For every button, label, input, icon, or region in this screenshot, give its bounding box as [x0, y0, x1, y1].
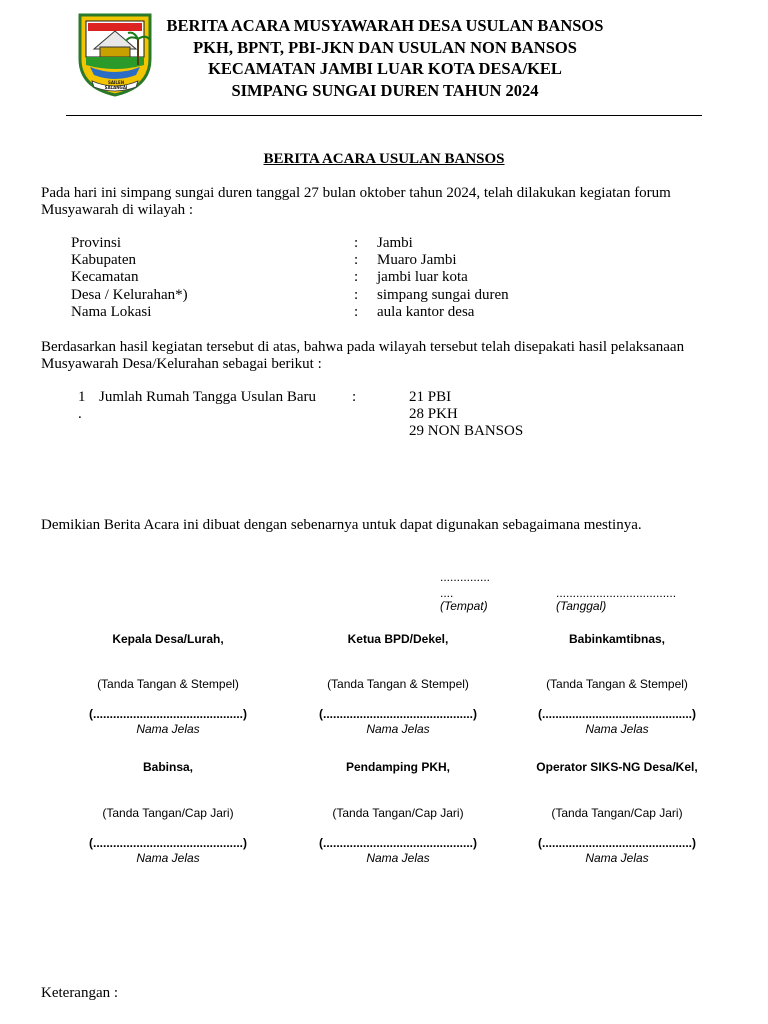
header-divider: [66, 115, 702, 116]
signatory-role: Operator SIKS-NG Desa/Kel,: [536, 760, 698, 774]
location-label: Kabupaten: [71, 252, 136, 268]
location-label: Kecamatan: [71, 269, 139, 285]
header-line-3: KECAMATAN JAMBI LUAR KOTA DESA/KEL: [208, 59, 562, 78]
header-line-4: SIMPANG SUNGAI DUREN TAHUN 2024: [231, 80, 539, 100]
location-colon: :: [354, 304, 359, 320]
location-colon: :: [354, 235, 359, 251]
signature-line: (.............................................): [318, 836, 478, 850]
intro-paragraph: Pada hari ini simpang sungai duren tanggal 27 bulan oktober tahun 2024, telah dilakukan kegiatan forum Musyawarah di wilayah :: [41, 185, 671, 218]
logo-ribbon-text: SAILEN SALANGAI: [104, 80, 128, 90]
signature-line: (.............................................): [88, 836, 248, 850]
item-value: 29 NON BANSOS: [409, 423, 524, 439]
footer-note: Keterangan :: [41, 985, 119, 1001]
item-label: Jumlah Rumah Tangga Usulan Baru: [99, 389, 316, 405]
signature-instruction: (Tanda Tangan/Cap Jari): [102, 806, 234, 820]
document-title: BERITA ACARA USULAN BANSOS: [263, 151, 505, 167]
location-value: aula kantor desa: [377, 304, 475, 320]
item-value: 28 PKH: [409, 406, 458, 422]
signature-line: (.............................................): [318, 707, 478, 721]
signatory-role: Babinkamtibnas,: [568, 632, 666, 646]
item-value: 21 PBI: [409, 389, 452, 405]
item-number-dot: .: [78, 406, 82, 422]
name-label: Nama Jelas: [585, 722, 649, 736]
signature-line: (.............................................): [537, 707, 697, 721]
location-label: Provinsi: [71, 235, 122, 251]
result-paragraph: Berdasarkan hasil kegiatan tersebut di atas, bahwa pada wilayah tersebut telah disepakati hasil pelaksanaan Musyawarah Desa/Kelurahan sebagai berikut :: [41, 339, 685, 372]
location-value: jambi luar kota: [377, 269, 468, 285]
location-colon: :: [354, 252, 359, 268]
header-line-1: BERITA ACARA MUSYAWARAH DESA USULAN BANSOS: [166, 16, 604, 35]
signatory-role: Kepala Desa/Lurah,: [112, 632, 224, 646]
signature-instruction: (Tanda Tangan/Cap Jari): [551, 806, 683, 820]
location-value: Muaro Jambi: [377, 252, 457, 268]
location-value: simpang sungai duren: [377, 287, 509, 303]
signature-instruction: (Tanda Tangan & Stempel): [327, 677, 469, 691]
signature-line: (.............................................): [88, 707, 248, 721]
name-label: Nama Jelas: [366, 851, 430, 865]
location-colon: :: [354, 269, 359, 285]
signatory-role: Babinsa,: [142, 760, 193, 774]
regency-emblem-logo: [76, 9, 154, 97]
item-colon: :: [352, 389, 357, 405]
place-dots: ...............: [440, 570, 491, 584]
signature-instruction: (Tanda Tangan & Stempel): [546, 677, 688, 691]
signature-instruction: (Tanda Tangan/Cap Jari): [332, 806, 464, 820]
signatory-role: Ketua BPD/Dekel,: [347, 632, 449, 646]
location-value: Jambi: [377, 235, 413, 251]
date-label: (Tanggal): [556, 599, 607, 613]
signature-instruction: (Tanda Tangan & Stempel): [97, 677, 239, 691]
date-dots: ....................................: [556, 586, 677, 600]
name-label: Nama Jelas: [366, 722, 430, 736]
location-label: Desa / Kelurahan*): [71, 287, 188, 303]
place-label: (Tempat): [440, 599, 488, 613]
name-label: Nama Jelas: [136, 851, 200, 865]
signature-line: (.............................................): [537, 836, 697, 850]
location-colon: :: [354, 287, 359, 303]
name-label: Nama Jelas: [136, 722, 200, 736]
place-dots-continued: ....: [440, 586, 454, 600]
name-label: Nama Jelas: [585, 851, 649, 865]
item-number: 1: [78, 389, 86, 405]
signatory-role: Pendamping PKH,: [345, 760, 450, 774]
header-line-2: PKH, BPNT, PBI-JKN DAN USULAN NON BANSOS: [193, 37, 577, 57]
document-header: [150, 15, 620, 101]
location-label: Nama Lokasi: [71, 304, 152, 320]
closing-paragraph: Demikian Berita Acara ini dibuat dengan sebenarnya untuk dapat digunakan sebagaimana mestinya.: [41, 517, 642, 533]
